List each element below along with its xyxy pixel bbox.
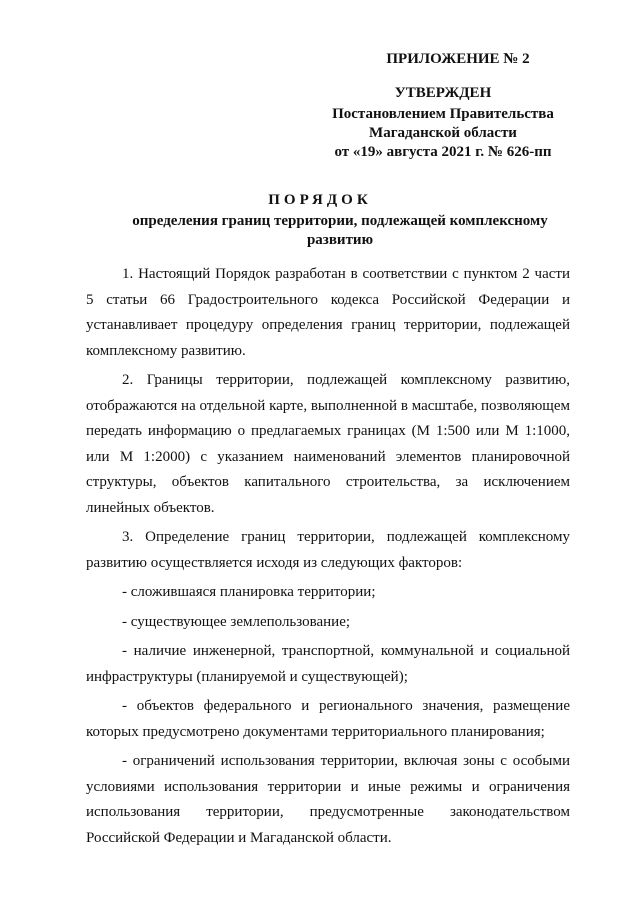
appendix-label: ПРИЛОЖЕНИЕ № 2 — [386, 51, 530, 67]
document-body — [86, 262, 570, 855]
list-item-land-use: - существующее землепользование; — [122, 613, 351, 630]
list-item-planning: - сложившаяся планировка территории; — [122, 584, 376, 600]
approved-by-line-2: Магаданской области — [369, 125, 517, 141]
approved-label: УТВЕРЖДЕН — [394, 85, 492, 101]
list-item-objects: - объектов федерального и регионального значения, размещение которых предусмотрено документами территориального планирования; — [86, 698, 570, 740]
list-item-restrictions: - ограничений использования территории, включая зоны с особыми условиями использования территории и иные режимы и ограничения использования территории, предусмотренные законодательством Российской Федерации и Магаданской области. — [86, 753, 570, 846]
approved-by-line-1: Постановлением Правительства — [332, 106, 554, 122]
list-item-infrastructure: - наличие инженерной, транспортной, коммунальной и социальной инфраструктуры (планируемой и существующей); — [86, 643, 570, 685]
document-title: ПОРЯДОК — [268, 192, 372, 208]
document-subtitle: определения границ территории, подлежащей комплексному развитию — [132, 213, 548, 248]
approved-date: от «19» августа 2021 г. № 626-пп — [334, 144, 552, 160]
approval-block — [328, 84, 558, 162]
paragraph-1: 1. Настоящий Порядок разработан в соответствии с пунктом 2 части 5 статьи 66 Градостроительного кодекса Российской Федерации и устанавливает процедуру определения границ территории, подлежащей комплексному развитию. — [86, 266, 570, 359]
paragraph-2: 2. Границы территории, подлежащей комплексному развитию, отображаются на отдельной карте, выполненной в масштабе, позволяющем передать информацию о предлагаемых границах (М 1:500 или М 1:1000, или М 1:2000) с указанием наименований элементов планировочной структуры, объектов капитального строительства, за исключением линейных объектов. — [86, 372, 570, 516]
paragraph-3: 3. Определение границ территории, подлежащей комплексному развитию осуществляется исходя из следующих факторов: — [86, 529, 570, 571]
